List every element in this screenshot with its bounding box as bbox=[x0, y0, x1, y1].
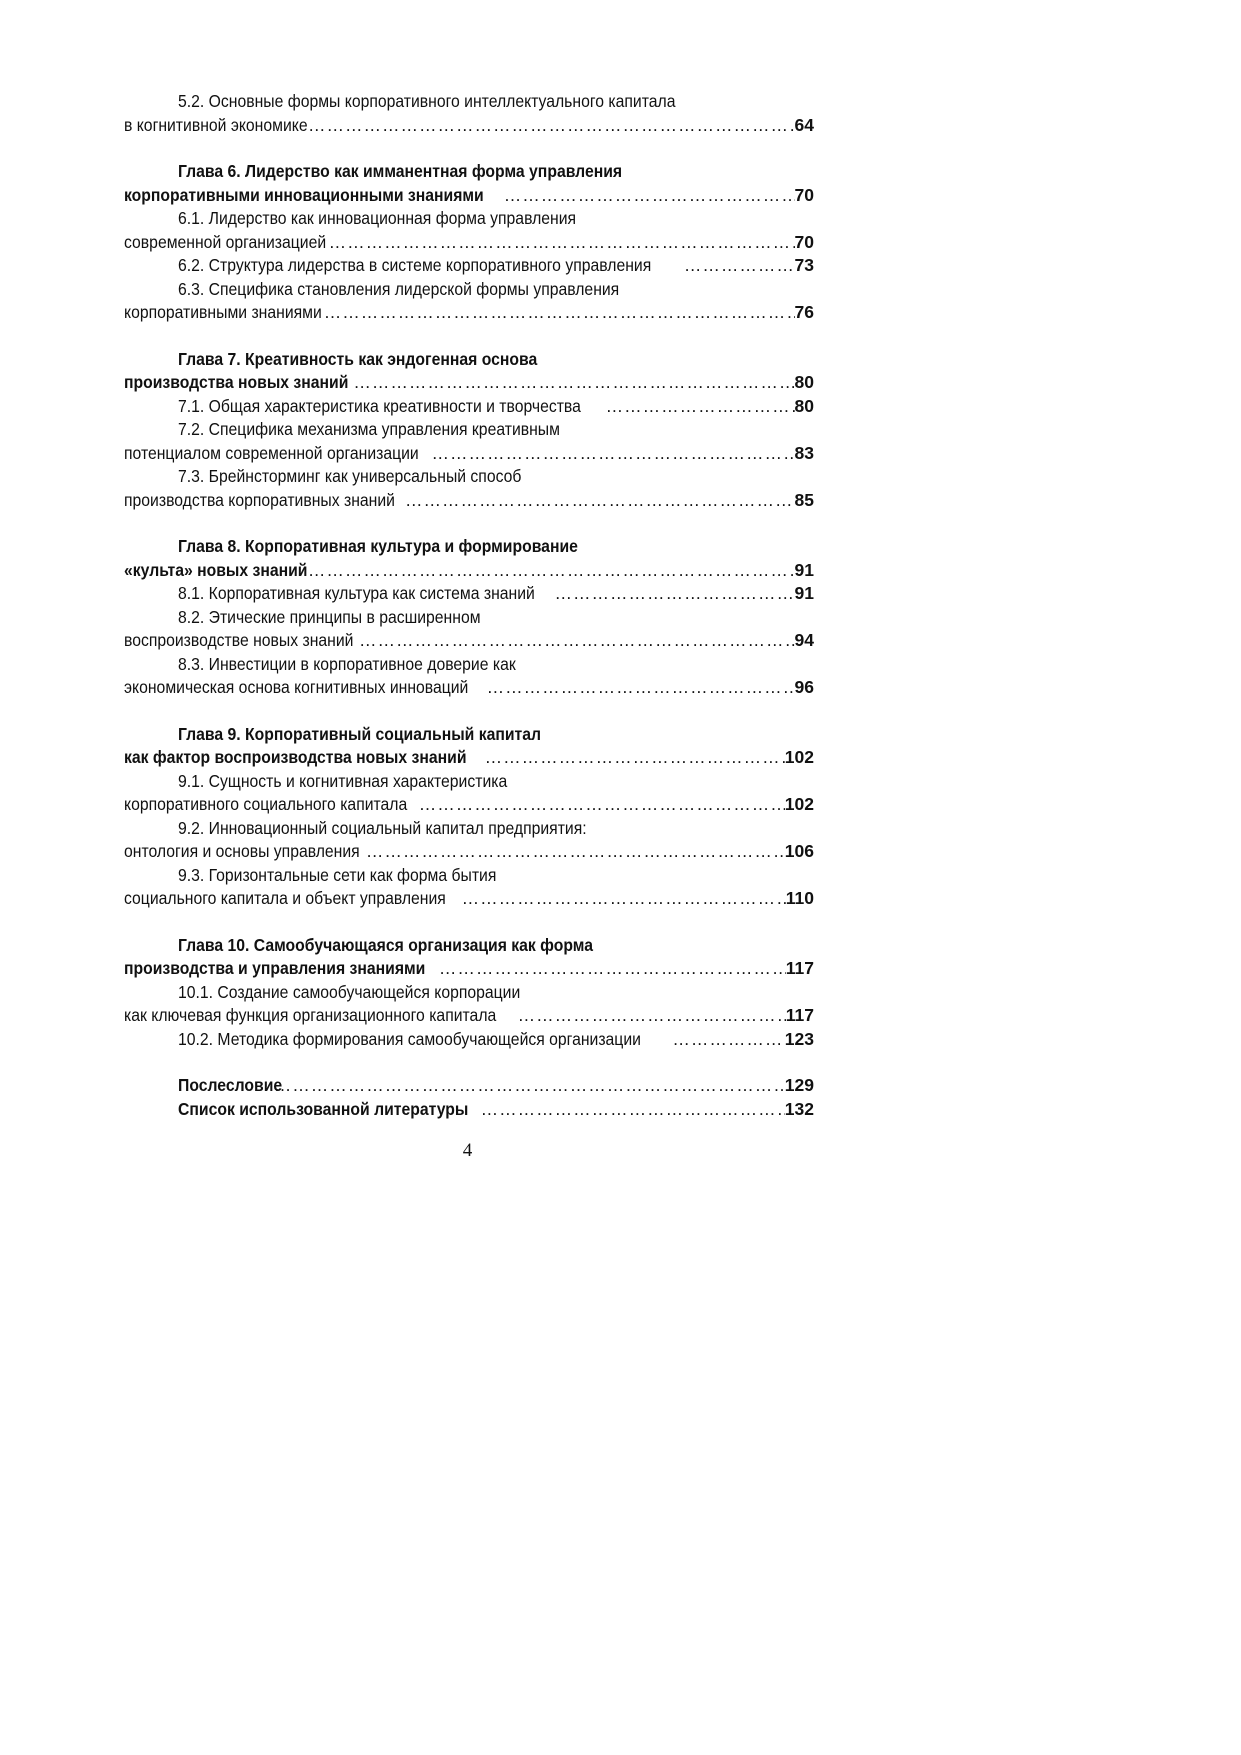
chapter-title: Глава 9. Корпоративный социальный капитал bbox=[178, 723, 542, 744]
leader-dots bbox=[324, 301, 795, 325]
chapter-title: Глава 7. Креативность как эндогенная основа bbox=[178, 348, 538, 369]
chapter-title: Глава 8. Корпоративная культура и формирование bbox=[178, 536, 578, 556]
leader-dots bbox=[329, 231, 795, 255]
toc-chapter-8-line2 bbox=[124, 559, 814, 583]
toc-chapter-8-line1 bbox=[124, 535, 814, 559]
toc-entry-title: 8.2. Этические принципы в расширенном bbox=[178, 606, 481, 627]
leader-dots bbox=[274, 1074, 785, 1098]
toc-page-number: 76 bbox=[794, 302, 814, 322]
leader-dots bbox=[308, 114, 795, 138]
toc-entry-title: воспроизводстве новых знаний bbox=[124, 630, 354, 650]
toc-chapter-6-line2 bbox=[124, 184, 814, 208]
toc-entry-9-2-line1 bbox=[124, 817, 814, 841]
afterword-title: Послесловие bbox=[178, 1075, 283, 1095]
toc-chapter-10-line2 bbox=[124, 957, 814, 981]
toc-entry-title: современной организацией bbox=[124, 231, 327, 252]
toc-entry-8-1 bbox=[124, 582, 814, 606]
toc-page-number: 91 bbox=[794, 583, 814, 603]
toc-entry-title: 6.1. Лидерство как инновационная форма управления bbox=[178, 208, 577, 228]
leader-dots bbox=[366, 840, 785, 864]
toc-page-number: 70 bbox=[794, 184, 814, 205]
toc-entry-title: корпоративными знаниями bbox=[124, 302, 322, 322]
chapter-title: как фактор воспроизводства новых знаний bbox=[124, 747, 467, 767]
toc-entry-5-2-line1 bbox=[124, 90, 814, 114]
leader-dots bbox=[672, 1028, 784, 1052]
toc-entry-title: 7.3. Брейнсторминг как универсальный способ bbox=[178, 466, 522, 486]
toc-entry-7-2-line1 bbox=[124, 418, 814, 442]
toc-entry-8-2-line2 bbox=[124, 629, 814, 653]
toc-chapter-7-line2 bbox=[124, 371, 814, 395]
toc-entry-10-1-line1 bbox=[124, 981, 814, 1005]
toc-chapter-9-line1 bbox=[124, 723, 814, 747]
toc-references bbox=[124, 1098, 814, 1122]
toc-entry-6-1-line2 bbox=[124, 231, 814, 255]
leader-dots bbox=[684, 254, 795, 278]
chapter-title: Глава 6. Лидерство как имманентная форма управления bbox=[178, 161, 623, 181]
toc-page-number: 64 bbox=[794, 114, 814, 135]
toc-page-number: 91 bbox=[794, 559, 814, 580]
leader-dots bbox=[518, 1004, 786, 1028]
leader-dots bbox=[419, 793, 785, 817]
toc-entry-title: 9.2. Инновационный социальный капитал предприятия: bbox=[178, 817, 587, 838]
toc-chapter-9-line2 bbox=[124, 746, 814, 770]
toc-chapter-6-line1 bbox=[124, 160, 814, 184]
toc-page-number: 83 bbox=[794, 442, 814, 463]
page-number: 4 bbox=[462, 1140, 473, 1161]
toc-entry-7-2-line2 bbox=[124, 442, 814, 466]
references-title: Список использованной литературы bbox=[178, 1098, 469, 1119]
toc-page-number: 110 bbox=[785, 888, 814, 908]
leader-dots bbox=[485, 746, 785, 770]
toc-entry-6-3-line2 bbox=[124, 301, 814, 325]
toc-entry-title: экономическая основа когнитивных инноваций bbox=[124, 677, 469, 697]
toc-entry-9-3-line2 bbox=[124, 887, 814, 911]
toc-page-number: 73 bbox=[794, 255, 814, 275]
toc-page-number: 106 bbox=[784, 841, 814, 861]
leader-dots bbox=[359, 629, 795, 653]
toc-page-number: 117 bbox=[785, 958, 814, 978]
toc-entry-9-3-line1 bbox=[124, 864, 814, 888]
toc-entry-8-2-line1 bbox=[124, 606, 814, 630]
leader-dots bbox=[481, 1098, 785, 1122]
toc-entry-5-2-line2 bbox=[124, 114, 814, 138]
chapter-title: Глава 10. Самообучающаяся организация как форма bbox=[178, 934, 593, 955]
toc-page-number: 94 bbox=[794, 630, 814, 650]
leader-dots bbox=[606, 395, 795, 419]
toc-entry-6-3-line1 bbox=[124, 278, 814, 302]
toc-page-number: 80 bbox=[794, 395, 814, 416]
toc-page-number: 80 bbox=[794, 372, 814, 392]
toc-entry-9-1-line2 bbox=[124, 793, 814, 817]
toc-page-number: 96 bbox=[794, 677, 814, 697]
toc-entry-title: социального капитала и объект управления bbox=[124, 888, 446, 908]
toc-chapter-10-line1 bbox=[124, 934, 814, 958]
leader-dots bbox=[504, 184, 795, 208]
chapter-title: корпоративными инновационными знаниями bbox=[124, 184, 484, 205]
toc-entry-title: 8.3. Инвестиции в корпоративное доверие как bbox=[178, 653, 516, 674]
toc-entry-title: 10.2. Методика формирования самообучающейся организации bbox=[178, 1028, 641, 1049]
table-of-contents bbox=[124, 90, 814, 1121]
toc-page-number: 102 bbox=[784, 794, 814, 814]
toc-page-number: 117 bbox=[785, 1005, 814, 1025]
toc-entry-title: 7.1. Общая характеристика креативности и творчества bbox=[178, 395, 581, 416]
toc-entry-title: как ключевая функция организационного капитала bbox=[124, 1005, 497, 1025]
toc-entry-10-2 bbox=[124, 1028, 814, 1052]
toc-entry-title: производства корпоративных знаний bbox=[124, 489, 395, 510]
toc-entry-9-2-line2 bbox=[124, 840, 814, 864]
leader-dots bbox=[353, 371, 794, 395]
leader-dots bbox=[308, 559, 795, 583]
toc-entry-title: 8.1. Корпоративная культура как система знаний bbox=[178, 583, 535, 603]
toc-entry-title: 9.1. Сущность и когнитивная характеристика bbox=[178, 770, 508, 791]
toc-page-number: 123 bbox=[784, 1028, 814, 1049]
toc-entry-title: 10.1. Создание самообучающейся корпорации bbox=[178, 981, 521, 1002]
leader-dots bbox=[405, 489, 794, 513]
toc-entry-title: в когнитивной экономике bbox=[124, 114, 308, 135]
toc-page-number: 129 bbox=[784, 1075, 814, 1095]
chapter-title: «культа» новых знаний bbox=[124, 559, 308, 580]
toc-entry-title: онтология и основы управления bbox=[124, 841, 360, 861]
toc-chapter-7-line1 bbox=[124, 348, 814, 372]
toc-page-number: 132 bbox=[784, 1098, 814, 1119]
toc-entry-6-1-line1 bbox=[124, 207, 814, 231]
toc-entry-8-3-line2 bbox=[124, 676, 814, 700]
leader-dots bbox=[439, 957, 786, 981]
leader-dots bbox=[462, 887, 786, 911]
toc-entry-title: 9.3. Горизонтальные сети как форма бытия bbox=[178, 864, 497, 885]
toc-entry-title: 7.2. Специфика механизма управления креативным bbox=[178, 419, 560, 439]
toc-page-number: 85 bbox=[794, 489, 814, 510]
leader-dots bbox=[431, 442, 794, 466]
leader-dots bbox=[554, 582, 794, 606]
toc-entry-title: потенциалом современной организации bbox=[124, 442, 419, 463]
toc-entry-title: 6.2. Структура лидерства в системе корпоративного управления bbox=[178, 255, 652, 275]
leader-dots bbox=[487, 676, 795, 700]
chapter-title: производства и управления знаниями bbox=[124, 958, 426, 978]
toc-entry-8-3-line1 bbox=[124, 653, 814, 677]
toc-entry-9-1-line1 bbox=[124, 770, 814, 794]
toc-entry-10-1-line2 bbox=[124, 1004, 814, 1028]
toc-entry-7-3-line2 bbox=[124, 489, 814, 513]
toc-page-number: 70 bbox=[794, 231, 814, 252]
toc-entry-title: 6.3. Специфика становления лидерской формы управления bbox=[178, 278, 620, 299]
toc-entry-title: корпоративного социального капитала bbox=[124, 794, 408, 814]
toc-entry-6-2 bbox=[124, 254, 814, 278]
chapter-title: производства новых знаний bbox=[124, 372, 349, 392]
toc-page-number: 102 bbox=[784, 747, 814, 767]
toc-entry-7-1 bbox=[124, 395, 814, 419]
toc-entry-title: 5.2. Основные формы корпоративного интеллектуального капитала bbox=[178, 91, 676, 111]
toc-afterword bbox=[124, 1074, 814, 1098]
toc-entry-7-3-line1 bbox=[124, 465, 814, 489]
